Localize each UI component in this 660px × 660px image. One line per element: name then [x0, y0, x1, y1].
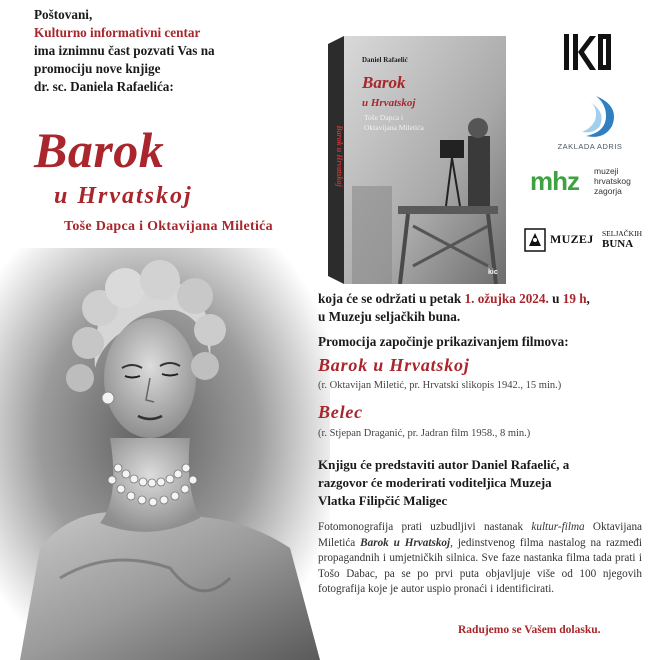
film-meta-1: (r. Oktavijan Miletić, pr. Hrvatski slikopis 1942., 15 min.)	[318, 380, 562, 391]
invitation-text	[34, 6, 334, 96]
description-text: Oktavijana Miletića	[318, 521, 643, 549]
invitation-line: ima iznimnu čast pozvati Vas na	[34, 43, 215, 58]
event-place: u Muzeju seljačkih buna.	[318, 309, 461, 324]
event-time: 19 h	[562, 291, 587, 306]
muzej-seljackih-buna-logo	[520, 224, 650, 258]
mhz-text-line: muzeji	[594, 166, 619, 176]
msb-seljackih: SELJAČKIH	[602, 229, 643, 238]
msb-buna: BUNA	[602, 238, 634, 250]
book-sub-2: Oktavijana Miletića	[364, 123, 424, 132]
event-date: 1. ožujka 2024.	[464, 291, 549, 306]
book-title-1: Barok	[362, 73, 406, 92]
mhz-mark: mhz	[530, 166, 579, 196]
book-cover-image	[328, 36, 506, 284]
presenter-line: Vlatka Filipčić Maligec	[318, 493, 448, 508]
author-name: dr. sc. Daniela Rafaelića:	[34, 79, 174, 94]
invitation-line: promociju nove knjige	[34, 61, 161, 76]
book-title-2: u Hrvatskoj	[362, 97, 416, 109]
book-sub-1: Toše Dapca i	[364, 113, 404, 122]
presenter-text	[318, 456, 648, 510]
mhz-logo	[530, 164, 650, 204]
organization-name: Kulturno informativni centar	[34, 25, 201, 40]
description-emphasis: kultur-filma	[531, 521, 585, 533]
adris-swirl-icon	[550, 92, 630, 142]
film-meta-2: (r. Stjepan Draganić, pr. Jadran film 1958., 8 min.)	[318, 428, 531, 439]
mhz-text	[594, 166, 654, 196]
event-suffix: ,	[586, 291, 590, 306]
sponsor-logos	[520, 30, 650, 270]
description-film-title: Barok u Hrvatskoj	[360, 536, 451, 549]
adris-logo	[550, 92, 630, 156]
event-line-1	[318, 290, 648, 308]
promo-intro: Promocija započinje prikazivanjem filmova:	[318, 334, 569, 349]
mhz-text-line: hrvatskog	[594, 176, 631, 186]
greeting: Poštovani,	[34, 7, 93, 22]
portrait-photo	[0, 248, 330, 660]
adris-caption: ZAKLADA ADRIS	[557, 142, 623, 151]
title-main: Barok	[34, 122, 165, 178]
description-text: Fotomonografija prati uzbudljivi nastanak	[318, 521, 532, 533]
book-publisher-mark: kic	[488, 269, 498, 276]
closing-line: Radujemo se Vašem dolasku.	[458, 624, 601, 636]
book-author: Daniel Rafaelić	[362, 56, 408, 64]
msb-emblem-icon	[524, 228, 546, 252]
book-description	[318, 520, 642, 598]
event-prefix: koja će se održati u petak	[318, 291, 465, 306]
mhz-text-line: zagorja	[594, 186, 622, 196]
event-mid: u	[548, 291, 563, 306]
book-spine-text: Barok u Hrvatskoj	[335, 125, 344, 187]
event-details	[318, 290, 648, 326]
title-sub: u Hrvatskoj	[54, 183, 193, 209]
title-byline: Toše Dapca i Oktavijana Miletića	[64, 219, 273, 234]
presenter-line: razgovor će moderirati voditeljica Muzeja	[318, 475, 552, 490]
kic-logo-icon	[560, 30, 616, 74]
film-title-2: Belec	[318, 402, 363, 422]
presenter-line: Knjigu će predstaviti autor Daniel Rafaelić, a	[318, 457, 570, 472]
film-title-1: Barok u Hrvatskoj	[318, 355, 470, 375]
description-text: , jedinstvenog filma nastalog na razmeđi propagandnih i umjetničkih silnica. Sve faze nastanka filma tada prati i Tošo Dabac, pa se po prvi puta objavljuje više od 100 njegovih fotografija koje je autor uspio pronaći i identificirati.	[318, 536, 643, 596]
msb-muzej: MUZEJ	[550, 232, 594, 246]
